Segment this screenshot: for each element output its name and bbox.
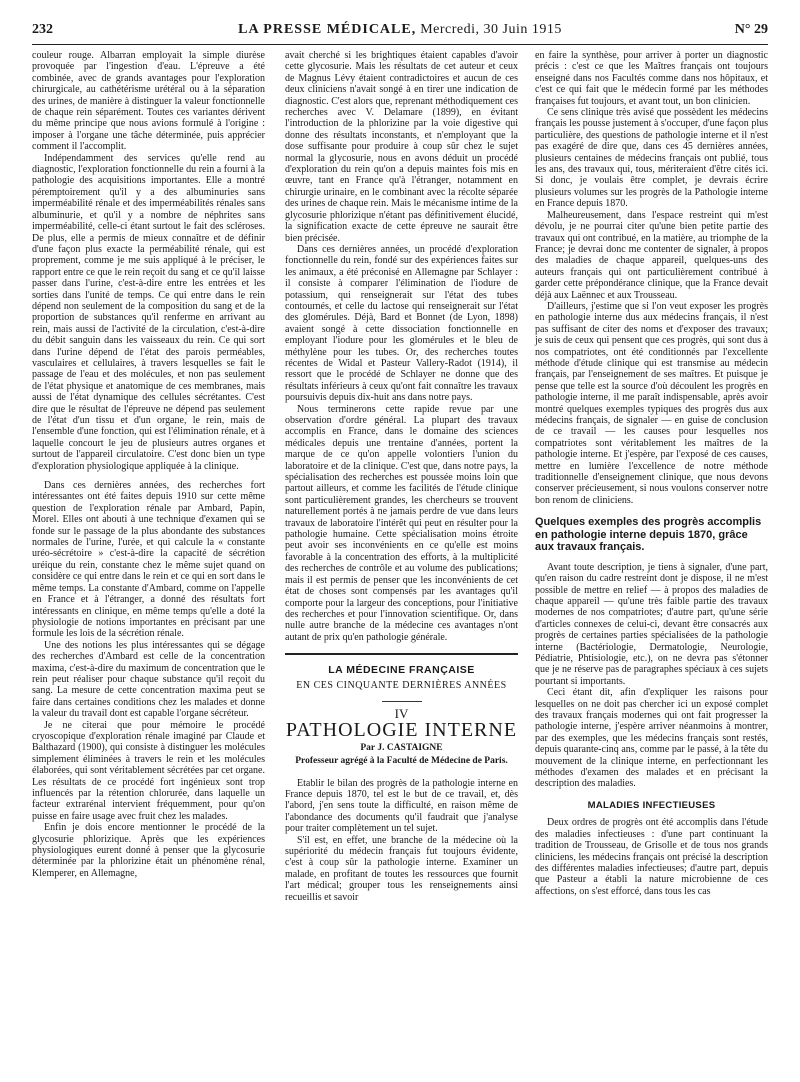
paragraph: Une des notions les plus intéressantes qui se dégage des recherches d'Ambard est celle de la concentration maxima, c'est-à-dire du maximum de concentration que le rein peut réaliser pour chaque substance qu'il reçoit du sang. La mesure de cette concentration maxima peut se faire dans certaines conditions chez les malades et donne la valeur du travail dont est capable l'organe sécréteur.: [32, 639, 265, 720]
section-divider: [285, 653, 518, 655]
page-header: [32, 22, 768, 45]
article-number: IV: [394, 705, 409, 721]
paragraph: en faire la synthèse, pour arriver à porter un diagnostic précis : c'est ce que les Maîtres français ont toujours enseigné dans nos Facultés comme dans nos hôpitaux, et c'est ce qui fait que le médecin formé par les méthodes françaises fut toujours, et avant tout, un bon clinicien.: [535, 50, 768, 107]
page-number: 232: [32, 22, 53, 37]
section-heading: Quelques exemples des progrès accomplis en pathologie interne depuis 1870, grâce aux travaux français.: [535, 516, 762, 554]
paragraph: Avant toute description, je tiens à signaler, d'une part, qu'en raison du cadre restreint dont je dispose, il ne m'est possible de mettre en relief — à propos des maladies de chaque appareil — qu'une très faible partie des travaux modernes de nos compatriotes; d'autre part, qu'une série d'articles connexes de celui-ci, devant être consacrés aux progrès de certaines parties spécialisées de la pathologie interne (Bactériologie, Dermatologie, Neurologie, Pédiatrie, Phtisiologie, etc.), on ne devra pas s'étonner que je ne réserve pas de paragraphes spéciaux à ces sujets pourtant si importants.: [535, 561, 768, 687]
paragraph: Malheureusement, dans l'espace restreint qui m'est dévolu, je ne pourrai citer qu'une bien petite partie des travaux qui ont contribué, en la matière, au triomphe de la France; je devrai donc me contenter de signaler, à propos des maladies de chaque appareil, quelques-uns des auteurs français qui ont particulièrement contribué à garder cette prépondérance clinique, que la France devait déjà aux Laënnec et aux Trousseau.: [535, 209, 768, 301]
section-title: LA MÉDECINE FRANÇAISE: [328, 664, 475, 677]
paragraph: Indépendamment des services qu'elle rend au diagnostic, l'exploration fonctionnelle du rein a fourni à la pathologie des acquisitions importantes. Elle a montré péremptoirement qu'il y a des albuminuries sans imperméabilité rénale et des imperméabilités rénales sans albuminurie, et qu'il y a nombre de néphrites sans imperméabilité, celle-ci étant surtout le fait des scléroses. De plus, elle a permis de mieux connaître et de définir d'une façon plus exacte la perméabilité rénale, qui est proprement, comme je me suis appliqué à le préciser, le rapport entre ce que le rein reçoit du sang et ce qu'il laisse passer dans l'urine, c'est-à-dire entre les entrées et les sorties dans l'unité de temps. Ce qui entre dans le rein dépend non seulement de la composition du sang et de la proportion de substances qu'il renferme en arrivant au rein, mais aussi de l'activité de la circulation, c'est-à-dire du débit sanguin dans les vaisseaux du rein. Ce qui sort dans l'urine dépend de l'état des parois perméables, vasculaires et cellulaires, à travers lesquelles se fait le passage de l'eau et des molécules, et non pas seulement de l'état physique et anatomique de ces membranes, mais aussi de l'état dynamique des cellules sécrétantes. C'est dire que le résultat de l'épreuve ne dépend pas seulement de l'état d'un tissu et d'un organe, le rein, mais de l'ensemble d'une fonction, qui est l'élimination rénale, et à laquelle concourt le jeu de plusieurs autres organes et surtout de l'appareil circulatoire. C'est donc bien un type d'exploration physiologique appliquée à la clinique.: [32, 152, 265, 472]
paragraph: avait cherché si les brightiques étaient capables d'avoir cette glycosurie. Mais les résultats de cet auteur et ceux de Magnus Lévy étaient contradictoires et aucun de ces deux cliniciens n'avait songé à en tirer une indication de diagnostic. C'est alors que, reprenant méthodiquement ces recherches avec V. Delamare (1899), en évitant l'introduction de la phlorizine par la voie digestive qui donne des résultats inconstants, et n'employant que la dose suffisante pour produire à coup sûr chez le sujet normal la glycosurie, nous en avons déduit un procédé d'exploration du rein qu'on a depuis maintes fois mis en œuvre, tant en France qu'à l'étranger, notamment en chirurgie urinaire, en le combinant avec la récolte séparée des urines de chaque rein. Mais le mécanisme intime de la glycosurie phlorizique n'étant pas définitivement élucidé, la signification exacte de cette épreuve ne saurait être bien précisée.: [285, 50, 518, 244]
paragraph: couleur rouge. Albarran employait la simple diurèse provoquée par l'ingestion d'eau. L'épreuve a été combinée, avec de grands avantages pour l'exploration chirurgicale, au cathétérisme urétéral ou à la séparation des urines, de manière à distinguer la valeur fonctionnelle de chaque rein séparément. Toutes ces variantes dérivent du même principe que nous avions formulé à l'origine : imposer à l'organe une tâche déterminée, puis apprécier comment il l'accomplit.: [32, 50, 265, 153]
paragraph: Etablir le bilan des progrès de la pathologie interne en France depuis 1870, tel est le but de ce travail, et, dès l'abord, j'en sens toute la difficulté, en raison même de l'abondance des documents qu'il faudrait que j'analyse pour traiter complètement un tel sujet.: [285, 777, 518, 835]
column-3: [535, 50, 768, 897]
article-title: PATHOLOGIE INTERNE: [285, 719, 518, 742]
paragraph: Je ne citerai que pour mémoire le procédé cryoscopique d'exploration rénale imaginé par Claude et Balthazard (1900), qui consiste à distinguer les molécules simplement éliminées à travers le rein et les molécules élaborées, qui sont véritablement sécrétées par cet organe. Les résultats de ce procédé fort ingénieux sont trop influencés par la rétention chlorurée, dans laquelle un facteur extrarénal intervient fréquemment, pour qu'on puisse en faire usage avec fruit chez les malades.: [32, 719, 265, 822]
paragraph: Ce sens clinique très avisé que possèdent les médecins français les pousse justement à s'occuper, d'une façon plus particulière, des questions de pathologie interne et il n'est pas exagéré de dire que, dans ces 45 dernières années, plusieurs centaines de médecins français ont publié, tous les ans, des travaux qui, tous, mériteraient d'être cités ici. Si donc, je voulais être complet, je devrais écrire plusieurs volumes sur les progrès de la Pathologie interne en France depuis 1870.: [535, 107, 768, 210]
section-subtitle: EN CES CINQUANTE DERNIÈRES ANNÉES: [296, 679, 507, 691]
paragraph: Ceci étant dit, afin d'expliquer les raisons pour lesquelles on ne doit pas chercher ici un exposé complet des travaux français modernes qui ont fait progresser la pathologie interne, j'espère arriver néanmoins à montrer, par des exemples, que les médecins français sont restés, depuis quarante-cinq ans, comme par le passé, à la tête du mouvement de la clinique interne, en perfectionnant les méthodes d'examen des malades et en précisant la description des maladies.: [535, 687, 768, 790]
column-1: [32, 50, 265, 879]
journal-title: LA PRESSE MÉDICALE,: [238, 22, 417, 37]
issue-date: Mercredi, 30 Juin 1915: [420, 22, 562, 37]
paragraph: Nous terminerons cette rapide revue par une observation d'ordre général. La plupart des travaux accomplis en France, dans le domaine des sciences médicales depuis une trentaine d'années, portent la marque de ce qu'on appelle volontiers l'union du laboratoire et de la clinique. C'est que, dans notre pays, la spécialisation des recherches est poussée moins loin que partout ailleurs, et comme les facilités de l'étude clinique sont particulièrement grandes, les chercheurs se trouvent naturellement portés à ne jamais perdre de vue dans leurs travaux de laboratoire l'intérêt qui peut en résulter pour la pathologie humaine. Cette spécialisation moins étroite peut avoir ses inconvénients en ce qu'elle est moins favorable à la concentration des efforts, à la multiplicité des recherches de contrôle et au volume des publications; mais il est permis de penser que les inconvénients de cet état de choses sont compensés par les avantages qu'il comporte pour la largeur des conceptions, pour l'initiative des recherches et pour l'innovation scientifique. Or, dans nulle autre branche de la médecine ces avantages n'ont autant de prix qu'en pathologie générale.: [285, 403, 518, 643]
issue-number: N° 29: [734, 22, 768, 37]
article-author: Par J. CASTAIGNE: [360, 742, 443, 753]
paragraph: Deux ordres de progrès ont été accomplis dans l'étude des maladies infectieuses : d'une part continuant la tradition de Trousseau, de Grisolle et de tous nos grands cliniciens, les médecins français ont précisé la description des différentes maladies infectieuses; d'autre part, depuis que Pasteur a établi la nature microbienne de ces affections, on s'est efforcé, dans tous les cas: [535, 817, 768, 897]
paragraph: D'ailleurs, j'estime que si l'on veut exposer les progrès en pathologie interne dus aux médecins français, il n'est pas suffisant de citer des noms et d'exposer des travaux; je suis de ceux qui pensent que ces progrès, qui sont dus à nos compatriotes, ont été conditionnés par l'excellente méthode d'étude clinique qui est transmise au médecin français, par l'enseignement de ses maîtres. Et puisque je pense que telle est la source d'où découlent les progrès en pathologie interne, il me paraît indispensable, après avoir montré quelques exemples typiques des progrès dus aux médecins français, de signaler — en guise de conclusion de ce travail — les causes pour lesquelles nos compatriotes sont véritablement les maîtres de la pathologie interne. Et j'espère, par l'exposé de ces causes, mettre en lumière l'excellence de notre méthode traditionnelle d'enseignement clinique, que nous devons conserver précieusement, si nous voulons conserver notre bon renom de cliniciens.: [535, 300, 768, 506]
subsection-heading: MALADIES INFECTIEUSES: [587, 799, 716, 811]
paragraph: Dans ces dernières années, des recherches fort intéressantes ont été faites depuis 1910 sur cette même question de l'exploration rénale par Ambard, Papin, Morel. Elles ont abouti à une technique d'examen qui se fonde sur le passage de la plus abondante des substances normales de l'urine, l'urée, et qui calcule la « constante uréo-sécrétoire » c'est-à-dire la capacité de sécrétion uréique du rein, constante chez le même sujet quand on considère ce qui entre dans le rein et ce qui en sort dans le même temps. La constante d'Ambard, comme on l'appelle en France et à l'étranger, a donné des résultats fort intéressants en clinique, en même temps qu'elle a doté la physiologie de notions importantes en précisant par une formule les lois de la sécrétion rénale.: [32, 480, 265, 640]
paragraph: S'il est, en effet, une branche de la médecine où la supériorité du médecin français fut toujours évidente, c'est à coup sûr la pathologie interne. Examiner un malade, en profitant de toutes les ressources que fournit l'art médical; grouper tous les renseignements ainsi recueillis et savoir: [285, 834, 518, 903]
column-2: [285, 50, 518, 903]
short-rule: [382, 701, 422, 702]
author-affiliation: Professeur agrégé à la Faculté de Médecine de Paris.: [295, 756, 508, 767]
paragraph: Enfin je dois encore mentionner le procédé de la glycosurie phlorizique. Après que les expériences physiologiques eurent donné à penser que la glycosurie déterminée par la phlorizine était un phénomène rénal, Klemperer, en Allemagne,: [32, 822, 265, 879]
running-title: [32, 22, 768, 38]
paragraph: Dans ces dernières années, un procédé d'exploration fonctionnelle du rein, fondé sur des expériences faites sur les animaux, a été préconisé en Allemagne par Schlayer : il consiste à comparer l'élimination de l'iodure de potassium, qui renseignerait sur l'état des tubes contournés, et celle du lactose qui renseignerait sur l'état des glomérules. Déjà, Bard et Bonnet (de Lyon, 1898) avaient songé à cette dissociation fonctionnelle en employant l'iodure pour les glomérules et le bleu de méthylène pour les tubes. Or, des recherches toutes récentes de Widal et Pasteur Vallery-Radot (1914), il ressort que le procédé de Schlayer ne donne que des résultats inférieurs à ceux qu'ont fait connaître les travaux poursuivis depuis dix-huit ans dans notre pays.: [285, 243, 518, 404]
